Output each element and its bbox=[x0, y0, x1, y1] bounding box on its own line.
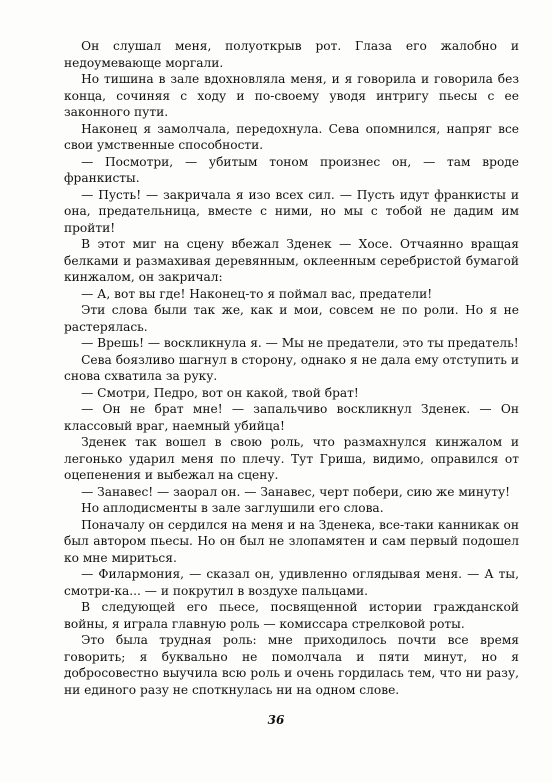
paragraph: Он слушал меня, полуоткрыв рот. Глаза его жалобно и недоумевающе моргали. bbox=[64, 39, 519, 70]
paragraph: — Филармония, — сказал он, удивленно оглядывая меня. — А ты, смотри-ка... — и покрутил в воздухе пальцами. bbox=[64, 567, 519, 598]
paragraph: — Пусть! — закричала я изо всех сил. — Пусть идут франкисты и она, предательница, вместе с ними, но мы с тобой не дадим им пройти! bbox=[64, 187, 519, 235]
paragraph: — Он не брат мне! — запальчиво воскликнул Зденек. — Он классовый враг, наемный убийца! bbox=[64, 402, 519, 433]
paragraph: В следующей его пьесе, посвященной истории гражданской войны, я играла главную роль — комиссара стрелковой роты. bbox=[64, 600, 519, 631]
paragraph: Зденек так вошел в свою роль, что размахнулся кинжалом и легонько ударил меня по плечу. Тут Гриша, видимо, оправился от оцепенения и выбежал на сцену. bbox=[64, 435, 519, 482]
body-text bbox=[64, 38, 519, 698]
paragraph: — Смотри, Педро, вот он какой, твой брат! bbox=[81, 385, 359, 400]
paragraph: — Занавес! — заорал он. — Занавес, черт побери, сию же минуту! bbox=[81, 484, 511, 499]
paragraph: Но аплодисменты в зале заглушили его слова. bbox=[81, 501, 384, 515]
paragraph: Наконец я замолчала, передохнула. Сева опомнился, напряг все свои умственные способности. bbox=[64, 121, 519, 152]
paragraph: — Посмотри, — убитым тоном произнес он, — там вроде франкисты. bbox=[64, 154, 519, 185]
paragraph: — Врешь! — воскликнула я. — Мы не предатели, это ты предатель! bbox=[81, 336, 519, 350]
page-number: 36 bbox=[267, 713, 285, 727]
paragraph: Но тишина в зале вдохновляла меня, и я говорила и говорила без конца, сочиняя с ходу и по-своему уводя интригу пьесы с ее законного пути. bbox=[64, 72, 519, 119]
paragraph: В этот миг на сцену вбежал Зденек — Хосе. Отчаянно вращая белками и размахивая деревянным, оклеенным серебристой бумагой кинжалом, он закричал: bbox=[64, 237, 519, 284]
paragraph: Это была трудная роль: мне приходилось почти все время говорить; я буквально не помолчала и пяти минут, но я добросовестно выучила всю роль и очень гордилась тем, что ни разу, ни единого разу не споткнулась ни на одном слове. bbox=[64, 633, 519, 697]
paragraph: Эти слова были так же, как и мои, совсем не по роли. Но я не растерялась. bbox=[64, 303, 519, 334]
paragraph: Поначалу он сердился на меня и на Зденека, все-таки канникак он был автором пьесы. Но он был не злопамятен и сам первый подошел ко мне мириться. bbox=[64, 517, 519, 565]
paragraph: Сева боязливо шагнул в сторону, однако я не дала ему отступить и снова схватила за руку. bbox=[64, 352, 519, 383]
paragraph: — А, вот вы где! Наконец-то я поймал вас, предатели! bbox=[81, 286, 433, 301]
